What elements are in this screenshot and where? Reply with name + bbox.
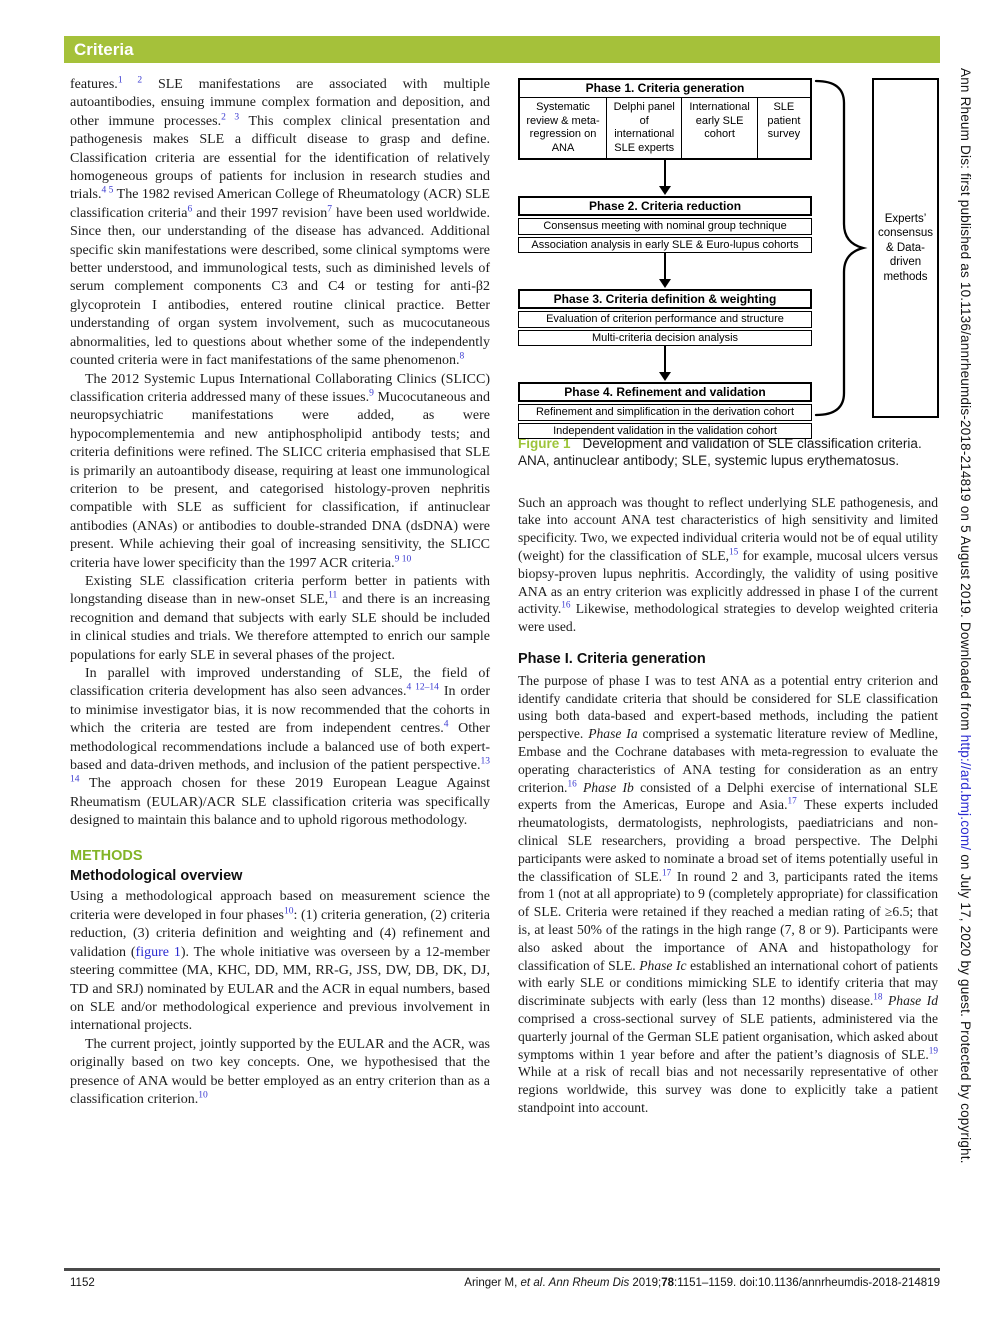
phase1-columns [520, 98, 810, 158]
footer [70, 1277, 940, 1289]
phase3-box [518, 289, 812, 346]
paragraph-slicc: The 2012 Systemic Lupus International Collaborating Clinics (SLICC) classification criteria addressed many of these issues.$^9$ Mucocutaneous and neuropsychiatric manifestations were added, as were hypocomplementemia and new antiphospholipid antibody tests; and criteria definitions were refined. The SLICC criteria emphasised that SLE is primarily an autoantibody disease, requiring at least one immunological criterion to be present, and categorised histology-proven nephritis compatible with SLE as sufficient for classification, if antinuclear antibodies (ANAs) or antibodies to double-stranded DNA (dsDNA) were present. While achieving their goal of increasing sensitivity, the SLICC criteria have lower specificity than the 1997 ACR criteria.$^{9 10}$ [70, 371, 490, 571]
paragraph-overview: Using a methodological approach based on measurement science the criteria were developed in four phases$^{10}$: (1) criteria generation, (2) criteria reduction, (3) criteria definition and weighting and (4) refinement and validation (figure 1). The whole initiative was overseen by a 12-member steering committee (MA, KHC, DD, MM, RR-G, JSS, DW, DB, DK, DJ, TD and SRJ) nominated by EULAR and the ACR in equal numbers, based on SLE and/or methodological experience and previous involvement in international projects. [70, 889, 491, 1034]
phase1-col-early-sle-cohort: International early SLE cohort [682, 98, 757, 158]
methods-heading: METHODS [70, 847, 143, 864]
phase2-row-association: Association analysis in early SLE & Euro-lupus cohorts [518, 237, 812, 254]
figure-caption [518, 436, 938, 470]
curly-brace-icon [808, 78, 870, 418]
phase1-box [518, 78, 812, 160]
arrow-down-icon [518, 253, 812, 289]
page-number: 1152 [70, 1277, 95, 1289]
phase4-title: Phase 4. Refinement and validation [518, 382, 812, 402]
phase3-row-mcda: Multi-criteria decision analysis [518, 330, 812, 347]
paragraph-current-project: The current project, jointly supported by the EULAR and the ACR, was originally based on two key concepts. One, we hypothesised that the presence of ANA would be better employed as an entry criterion than as a classification criterion.$^{10}$ [70, 1036, 490, 1107]
flowchart-phases [518, 78, 812, 439]
experts-consensus-box: Experts’ consensus & Data-driven methods [872, 78, 939, 418]
right-column [518, 76, 938, 1117]
figure-label: Figure 1 [518, 436, 571, 451]
inline-link[interactable]: http://ard.bmj.com/ [958, 734, 973, 851]
phase3-row-evaluation: Evaluation of criterion performance and structure [518, 311, 812, 328]
paragraph-existing-criteria: Existing SLE classification criteria perform better in patients with longstanding disease than in new-onset SLE,$^{11}$ and there is an increasing recognition and demand that subjects with early SLE should be included in clinical studies and trials. We therefore attempted to enrich our sample populations for early SLE in several phases of the project. [70, 573, 490, 663]
sidebar-copyright-text: Ann Rheum Dis: first published as 10.1136/annrheumdis-2018-214819 on 5 August 2019. Downloaded from http://ard.bmj.com/ on July 17, 2020 by guest. Protected by copyright. [958, 68, 973, 1164]
phase1-col-systematic-review: Systematic review & meta-regression on ANA [520, 98, 607, 158]
phase-i-heading: Phase I. Criteria generation [518, 650, 706, 667]
left-column [70, 76, 490, 1109]
paragraph-phase-i: The purpose of phase I was to test ANA as a potential entry criterion and identify candidate criteria that should be considered for SLE classification using both data-based and expert-based methods, including the patient perspective. Phase Ia comprised a systematic literature review of Medline, Embase and the Cochrane databases with meta-regression to evaluate the operating characteristics of ANA testing for consideration as an entry criterion.$^{16}$ Phase Ib consisted of a Delphi exercise of international SLE experts from the Americas, Europe and Asia.$^{17}$ These experts included rheumatologists, dermatologists, nephrologists, paediatricians and non-clinical SLE researchers, providing a broad perspective. The Delphi participants were asked to nominate a broad set of items potentially useful in the classification of SLE.$^{17}$ In round 2 and 3, participants rated the items from 1 (not at all appropriate) to 9 (completely appropriate) for classification of SLE. Criteria were retained if they reached a median rating of ≥6.5; that is, at least 50% of the ratings in the high range (7, 8 or 9). Participants were also asked about the importance of ANA and histopathology for classification of SLE. Phase Ic established an international cohort of patients with early SLE or conditions mimicking SLE to identify criteria that may discriminate subjects with early (less than 12 months) disease.$^{18}$ Phase Id comprised a cross-sectional survey of SLE patients, administered via the quarterly journal of the German SLE patient organisation, which asked about symptoms within 1 year before and after the patient’s diagnosis of SLE.$^{19}$ While at a risk of recall bias and not necessarily representative of other regions worldwide, this survey was done to explicitly take a patient standpoint into account. [518, 672, 939, 1115]
phase4-row-validation: Independent validation in the validation cohort [518, 423, 812, 440]
overview-heading: Methodological overview [70, 868, 243, 885]
phase4-row-refinement: Refinement and simplification in the derivation cohort [518, 404, 812, 421]
phase2-box [518, 196, 812, 253]
paragraph-such-approach: Such an approach was thought to reflect underlying SLE pathogenesis, and take into account ANA test characteristics of high sensitivity and limited specificity. Two, we expected individual criteria would not be of equal utility (weight) for the classification of SLE,$^{15}$ for example, mucosal ulcers versus biopsy-proven lupus nephritis. Accordingly, the validity of using positive ANA as an entry criterion was explicitly addressed in phase I of the current activity.$^{16}$ Likewise, methodological strategies to develop weighted criteria were used. [518, 494, 938, 635]
figure-1-flowchart [518, 76, 939, 437]
phase1-col-delphi-panel: Delphi panel of international SLE experts [607, 98, 682, 158]
phase2-title: Phase 2. Criteria reduction [518, 196, 812, 216]
inline-link[interactable]: figure 1 [135, 944, 181, 960]
arrow-down-icon [518, 346, 812, 382]
phase4-box [518, 382, 812, 439]
citation: Aringer M, et al. Ann Rheum Dis 2019;78:1151–1159. doi:10.1136/annrheumdis-2018-214819 [464, 1277, 940, 1289]
footer-rule [64, 1268, 940, 1271]
phase1-title: Phase 1. Criteria generation [520, 80, 810, 98]
paragraph-intro: features.$^{1 2}$ SLE manifestations are associated with multiple autoantibodies, ensuing immune complex formation and deposition, and other immune processes.$^{2 3}$ This complex clinical presentation and pathogenesis makes SLE a difficult disease to grasp and define. Classification criteria are essential for the identification of relatively homogeneous groups of patients for inclusion in research studies and trials.$^{4 5}$ The 1982 revised American College of Rheumatology (ACR) SLE classification criteria$^6$ and their 1997 revision$^7$ have been used worldwide. Since then, our understanding of the disease has advanced. Additional specific skin manifestations were described, some clinical symptoms were better understood, and immunological tests, such as diminished levels of serum complement components C3 and C4 or testing for anti-β2 glycoprotein I antibodies, entered routine clinical practice. Better understanding of organ system involvement, such as mucocutaneous abnormalities, led to questions about whether some of the independently counted criteria were in fact manifestations of the same phenomenon.$^8$ [70, 75, 490, 369]
phase2-row-consensus: Consensus meeting with nominal group technique [518, 218, 812, 235]
section-header-bar [64, 36, 940, 63]
arrow-down-icon [518, 160, 812, 196]
phase3-title: Phase 3. Criteria definition & weighting [518, 289, 812, 309]
section-title: Criteria [74, 40, 134, 59]
phase1-col-patient-survey: SLE patient survey [767, 101, 801, 140]
figure-caption-text: Development and validation of SLE classification criteria. ANA, antinuclear antibody; SLE, systemic lupus erythematosus. [518, 436, 922, 468]
paragraph-advances: In parallel with improved understanding of SLE, the field of classification criteria development has also seen advances.$^{4 12-14}$ In order to minimise investigator bias, it is now recommended that the cohorts in which the criteria are tested are from independent centres.$^4$ Other methodological recommendations include a balanced use of both expert-based and data-driven methods, and inclusion of the patient perspective.$^{13 14}$ The approach chosen for these 2019 European League Against Rheumatism (EULAR)/ACR SLE classification criteria was specifically designed to maintain this balance and to uphold rigorous methodology. [70, 666, 490, 829]
